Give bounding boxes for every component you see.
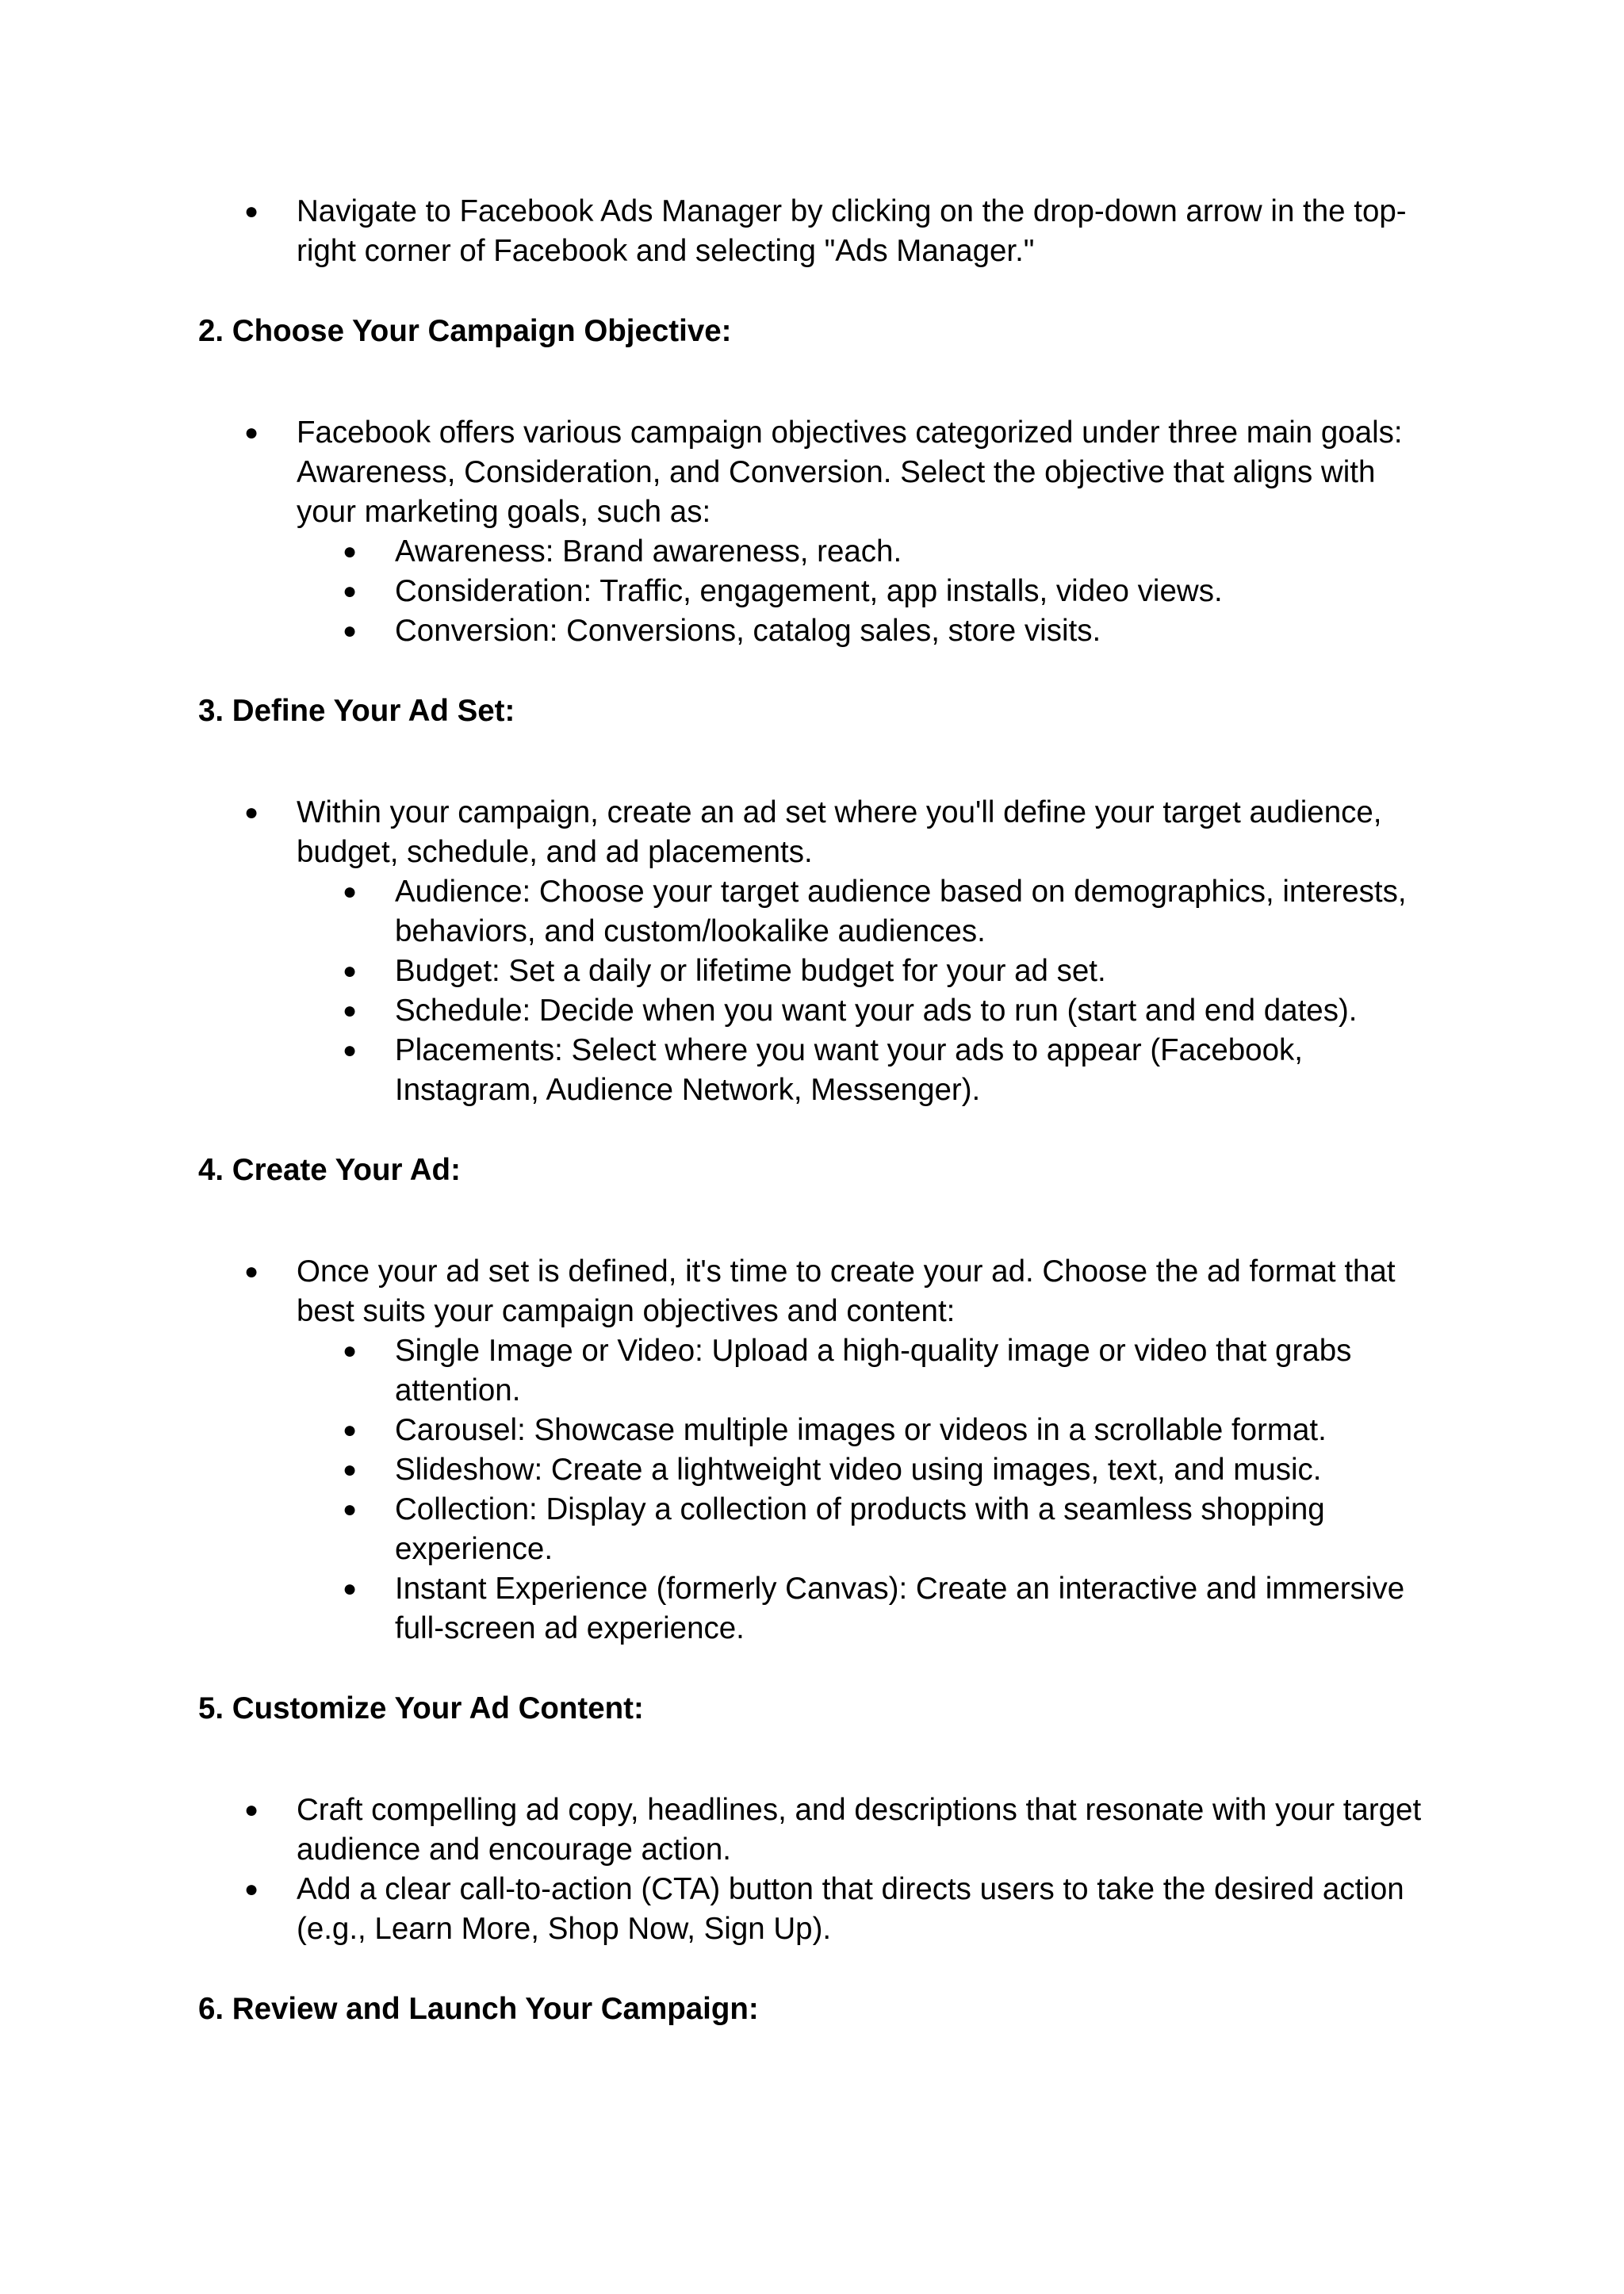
bullet-icon: ● (343, 1037, 358, 1063)
sub-bullet-item (198, 1331, 1435, 1411)
bullet-item (198, 1870, 1435, 1949)
bullet-icon: ● (343, 1576, 358, 1602)
section-heading: 4. Create Your Ad: (198, 1153, 461, 1187)
sub-bullet-text: Schedule: Decide when you want your ads to run (start and end dates). (395, 994, 1358, 1028)
section-heading: 2. Choose Your Campaign Objective: (198, 314, 732, 348)
intro-bullet (198, 192, 1435, 271)
sub-bullet-item (198, 532, 1435, 572)
sub-bullet-text: Slideshow: Create a lightweight video using images, text, and music. (395, 1453, 1322, 1487)
sub-bullet-text: Collection: Display a collection of products with a seamless shopping experience. (395, 1492, 1325, 1566)
section-heading: 5. Customize Your Ad Content: (198, 1691, 644, 1725)
bullet-item (198, 1252, 1435, 1331)
bullet-icon: ● (244, 799, 259, 825)
bullet-icon: ● (343, 1338, 358, 1364)
bullet-text: Craft compelling ad copy, headlines, and descriptions that resonate with your target audience and encourage action. (297, 1793, 1422, 1867)
bullet-icon: ● (343, 998, 358, 1024)
sub-bullet-item (198, 872, 1435, 952)
sub-bullet-item (198, 1411, 1435, 1450)
sub-bullet-item (198, 1569, 1435, 1649)
sub-bullet-item (198, 1450, 1435, 1490)
bullet-icon: ● (343, 618, 358, 644)
bullet-text: Once your ad set is defined, it's time to create your ad. Choose the ad format that best suits your campaign objectives and content: (297, 1254, 1396, 1328)
sub-bullet-text: Budget: Set a daily or lifetime budget for your ad set. (395, 954, 1106, 988)
section-heading: 6. Review and Launch Your Campaign: (198, 1992, 759, 2026)
bullet-icon: ● (244, 1797, 259, 1823)
bullet-icon: ● (343, 1417, 358, 1443)
sub-bullet-item (198, 1031, 1435, 1110)
sub-bullet-text: Single Image or Video: Upload a high-quality image or video that grabs attention. (395, 1334, 1352, 1407)
bullet-item (198, 1790, 1435, 1870)
sub-bullet-item (198, 611, 1435, 651)
sub-bullet-item (198, 952, 1435, 991)
bullet-icon: ● (343, 879, 358, 905)
sub-bullet-text: Audience: Choose your target audience based on demographics, interests, behaviors, and custom/lookalike audiences. (395, 875, 1407, 948)
sub-bullet-text: Consideration: Traffic, engagement, app installs, video views. (395, 574, 1223, 608)
bullet-text: Facebook offers various campaign objectives categorized under three main goals: Awareness, Consideration, and Conversion. Select the objective that aligns with your marketing goals, such as: (297, 416, 1403, 529)
sub-bullet-item (198, 991, 1435, 1031)
bullet-icon: ● (343, 538, 358, 565)
bullet-icon: ● (343, 1457, 358, 1483)
section-heading: 3. Define Your Ad Set: (198, 694, 515, 728)
bullet-icon: ● (244, 198, 259, 224)
document-body (198, 192, 1435, 2091)
bullet-item (198, 413, 1435, 532)
sub-bullet-text: Carousel: Showcase multiple images or videos in a scrollable format. (395, 1413, 1327, 1447)
sub-bullet-item (198, 572, 1435, 611)
bullet-text: Navigate to Facebook Ads Manager by clicking on the drop-down arrow in the top-right corner of Facebook and selecting "Ads Manager." (297, 194, 1407, 268)
bullet-icon: ● (343, 578, 358, 604)
bullet-icon: ● (343, 958, 358, 984)
bullet-icon: ● (244, 1876, 259, 1902)
bullet-item (198, 793, 1435, 872)
sub-bullet-text: Instant Experience (formerly Canvas): Create an interactive and immersive full-screen ad experience. (395, 1572, 1405, 1645)
sub-bullet-item (198, 1490, 1435, 1569)
bullet-icon: ● (244, 419, 259, 446)
sub-bullet-text: Conversion: Conversions, catalog sales, store visits. (395, 614, 1101, 648)
bullet-text: Add a clear call-to-action (CTA) button that directs users to take the desired action (e.g., Learn More, Shop Now, Sign Up). (297, 1872, 1404, 1946)
bullet-icon: ● (343, 1496, 358, 1522)
bullet-icon: ● (244, 1258, 259, 1285)
sub-bullet-text: Placements: Select where you want your ads to appear (Facebook, Instagram, Audience Network, Messenger). (395, 1033, 1303, 1107)
sub-bullet-text: Awareness: Brand awareness, reach. (395, 534, 902, 569)
sections (198, 312, 1435, 2029)
bullet-text: Within your campaign, create an ad set where you'll define your target audience, budget, schedule, and ad placements. (297, 795, 1382, 869)
